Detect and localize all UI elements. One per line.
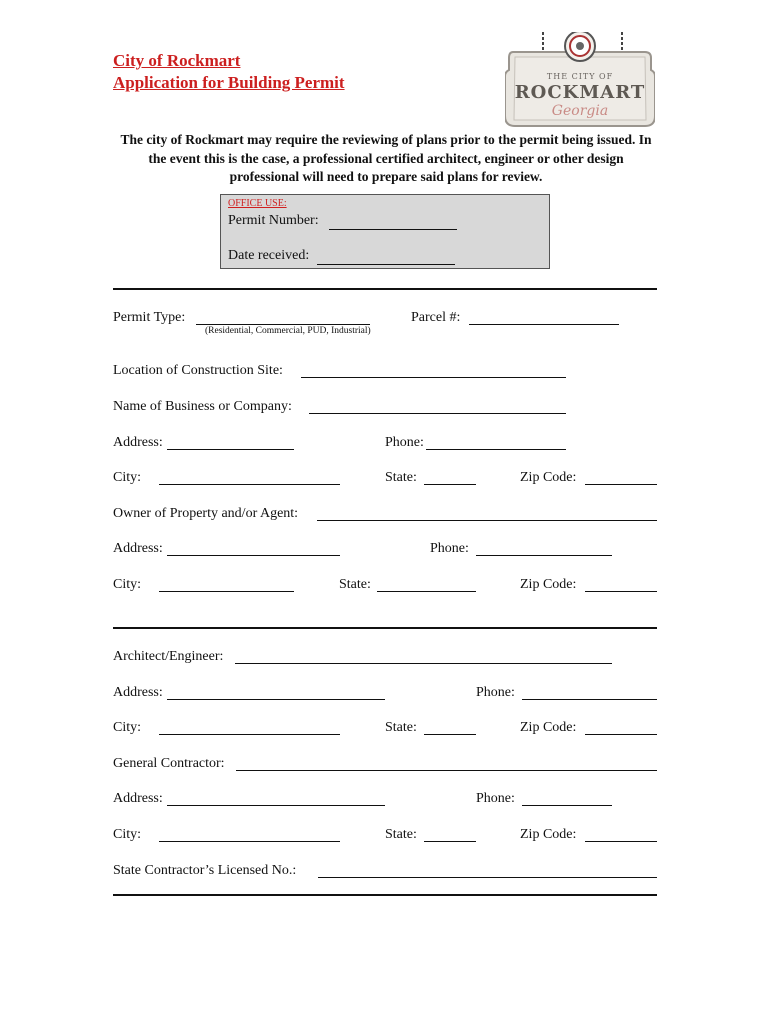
contractor-phone-field[interactable] [522, 805, 612, 806]
architect-state-field[interactable] [424, 734, 476, 735]
site-state-label: State: [385, 470, 417, 485]
site-zip-field[interactable] [585, 484, 657, 485]
contractor-address-label: Address: [113, 791, 163, 806]
city-title: City of Rockmart [113, 51, 241, 70]
owner-city-label: City: [113, 577, 142, 592]
location-field[interactable] [301, 377, 566, 378]
page-title: Application for Building Permit [113, 73, 345, 92]
architect-city-label: City: [113, 720, 142, 735]
architect-phone-label: Phone: [476, 685, 515, 700]
owner-field[interactable] [317, 520, 657, 521]
owner-zip-field[interactable] [585, 591, 657, 592]
city-logo [505, 32, 655, 130]
business-field[interactable] [309, 413, 566, 414]
owner-address-field[interactable] [167, 555, 340, 556]
architect-address-field[interactable] [167, 699, 385, 700]
license-label: State Contractor’s Licensed No.: [113, 863, 297, 878]
site-zip-label: Zip Code: [520, 470, 577, 485]
location-label: Location of Construction Site: [113, 363, 283, 378]
date-received-label: Date received: [228, 248, 310, 263]
section-divider [113, 627, 657, 629]
architect-city-field[interactable] [159, 734, 340, 735]
architect-state-label: State: [385, 720, 417, 735]
contractor-state-label: State: [385, 827, 417, 842]
office-use-label: OFFICE USE: [228, 198, 287, 209]
contractor-label: General Contractor: [113, 756, 225, 771]
permit-number-label: Permit Number: [228, 213, 319, 228]
contractor-zip-field[interactable] [585, 841, 657, 842]
site-address-label: Address: [113, 435, 163, 450]
permit-type-label: Permit Type: [113, 310, 186, 325]
owner-phone-field[interactable] [476, 555, 612, 556]
site-phone-label: Phone: [385, 435, 424, 450]
logo-line2: ROCKMART [514, 82, 646, 103]
architect-zip-label: Zip Code: [520, 720, 577, 735]
contractor-state-field[interactable] [424, 841, 476, 842]
business-label: Name of Business or Company: [113, 399, 292, 414]
architect-zip-field[interactable] [585, 734, 657, 735]
site-city-label: City: [113, 470, 142, 485]
owner-zip-label: Zip Code: [520, 577, 577, 592]
site-state-field[interactable] [424, 484, 476, 485]
owner-city-field[interactable] [159, 591, 294, 592]
contractor-city-label: City: [113, 827, 142, 842]
section-divider [113, 288, 657, 290]
permit-type-hint: (Residential, Commercial, PUD, Industrial) [205, 326, 371, 336]
owner-state-field[interactable] [377, 591, 476, 592]
contractor-address-field[interactable] [167, 805, 385, 806]
permit-type-field[interactable] [196, 324, 370, 325]
owner-address-label: Address: [113, 541, 163, 556]
logo-line1: THE CITY OF [546, 72, 614, 81]
owner-phone-label: Phone: [430, 541, 469, 556]
architect-address-label: Address: [113, 685, 163, 700]
site-phone-field[interactable] [426, 449, 566, 450]
owner-state-label: State: [339, 577, 371, 592]
logo-line3: Georgia [551, 103, 609, 119]
parcel-field[interactable] [469, 324, 619, 325]
architect-field[interactable] [235, 663, 612, 664]
contractor-field[interactable] [236, 770, 657, 771]
contractor-city-field[interactable] [159, 841, 340, 842]
owner-label: Owner of Property and/or Agent: [113, 506, 299, 521]
contractor-phone-label: Phone: [476, 791, 515, 806]
architect-phone-field[interactable] [522, 699, 657, 700]
section-divider [113, 894, 657, 896]
intro-paragraph: The city of Rockmart may require the reviewing of plans prior to the permit being issued. In the event this is the case, a professional certified architect, engineer or other design professional will need to prepare said plans for review. [120, 132, 652, 184]
contractor-zip-label: Zip Code: [520, 827, 577, 842]
architect-label: Architect/Engineer: [113, 649, 224, 664]
date-received-line[interactable] [317, 264, 455, 265]
site-city-field[interactable] [159, 484, 340, 485]
parcel-label: Parcel #: [411, 310, 461, 325]
site-address-field[interactable] [167, 449, 294, 450]
office-use-box [220, 194, 550, 269]
license-field[interactable] [318, 877, 657, 878]
permit-number-line[interactable] [329, 229, 457, 230]
